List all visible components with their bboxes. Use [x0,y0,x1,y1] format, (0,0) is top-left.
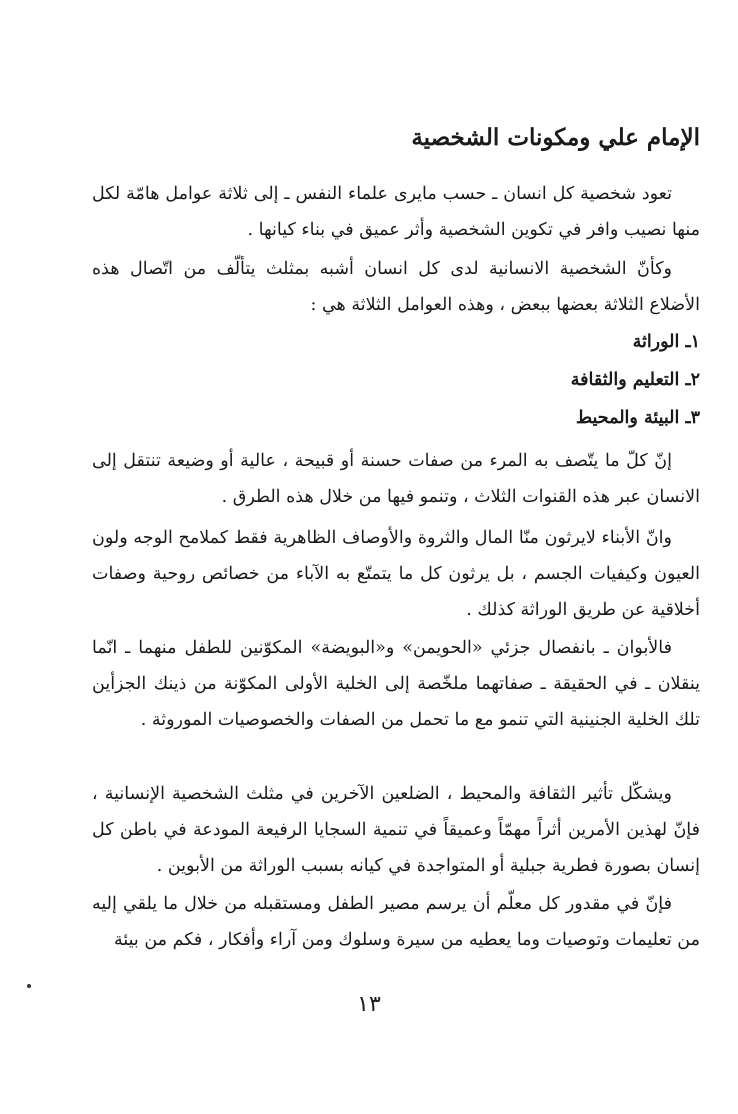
margin-dot [27,984,31,988]
paragraph-6: ويشكّل تأثير الثقافة والمحيط ، الضلعين الآخرين في مثلث الشخصية الإنسانية ، فإنّ لهذين الأمرين أثراً مهمّاً وعميقاً في تنمية السجايا الرفيعة المودعة في باطن كل إنسان بصورة فطرية جبلية أو المتواجدة في كيانه بسبب الوراثة من الأبوين . [92,784,700,876]
page-number: ١٣ [357,992,381,1017]
list-item-heredity: ١ـ الوراثة [632,332,700,352]
paragraph-4: وانّ الأبناء لايرثون منّا المال والثروة والأوصاف الظاهرية فقط كملامح الوجه ولون العيون وكيفيات الجسم ، بل يرثون كل ما يتمتّع به الآباء من خصائص روحية وصفات أخلاقية عن طريق الوراثة كذلك . [92,528,700,620]
list-item-environment: ٣ـ البيئة والمحيط [575,408,700,428]
paragraph-3: إنّ كلّ ما يتّصف به المرء من صفات حسنة أو قبيحة ، عالية أو وضيعة تنتقل إلى الانسان عبر هذه القنوات الثلاث ، وتنمو فيها من خلال هذه الطرق . [92,451,700,507]
list-item-education: ٢ـ التعليم والثقافة [570,370,700,390]
paragraph-1: تعود شخصية كل انسان ـ حسب مايرى علماء النفس ـ إلى ثلاثة عوامل هامّة لكل منها نصيب وافر في تكوين الشخصية وأثر عميق في بناء كيانها . [92,184,700,240]
paragraph-2: وكأنّ الشخصية الانسانية لدى كل انسان أشبه بمثلث يتألّف من اتّصال هذه الأضلاع الثلاثة بعضها ببعض ، وهذه العوامل الثلاثة هي : [92,259,700,315]
chapter-title: الإمام علي ومكونات الشخصية [411,124,700,151]
paragraph-5: فالأبوان ـ بانفصال جزئي «الحويمن» و«البويضة» المكوّنين للطفل منهما ـ انّما ينقلان ـ في الحقيقة ـ صفاتهما ملخّصة إلى الخلية الأولى المكوّنة من ذينك الجزأين تلك الخلية الجنينية التي تنمو مع ما تحمل من الصفات والخصوصيات الموروثة . [92,638,700,730]
paragraph-7: فإنّ في مقدور كل معلّم أن يرسم مصير الطفل ومستقبله من خلال ما يلقي إليه من تعليمات وتوصيات وما يعطيه من سيرة وسلوك ومن آراء وأفكار ، فكم من بيئة [92,894,700,950]
